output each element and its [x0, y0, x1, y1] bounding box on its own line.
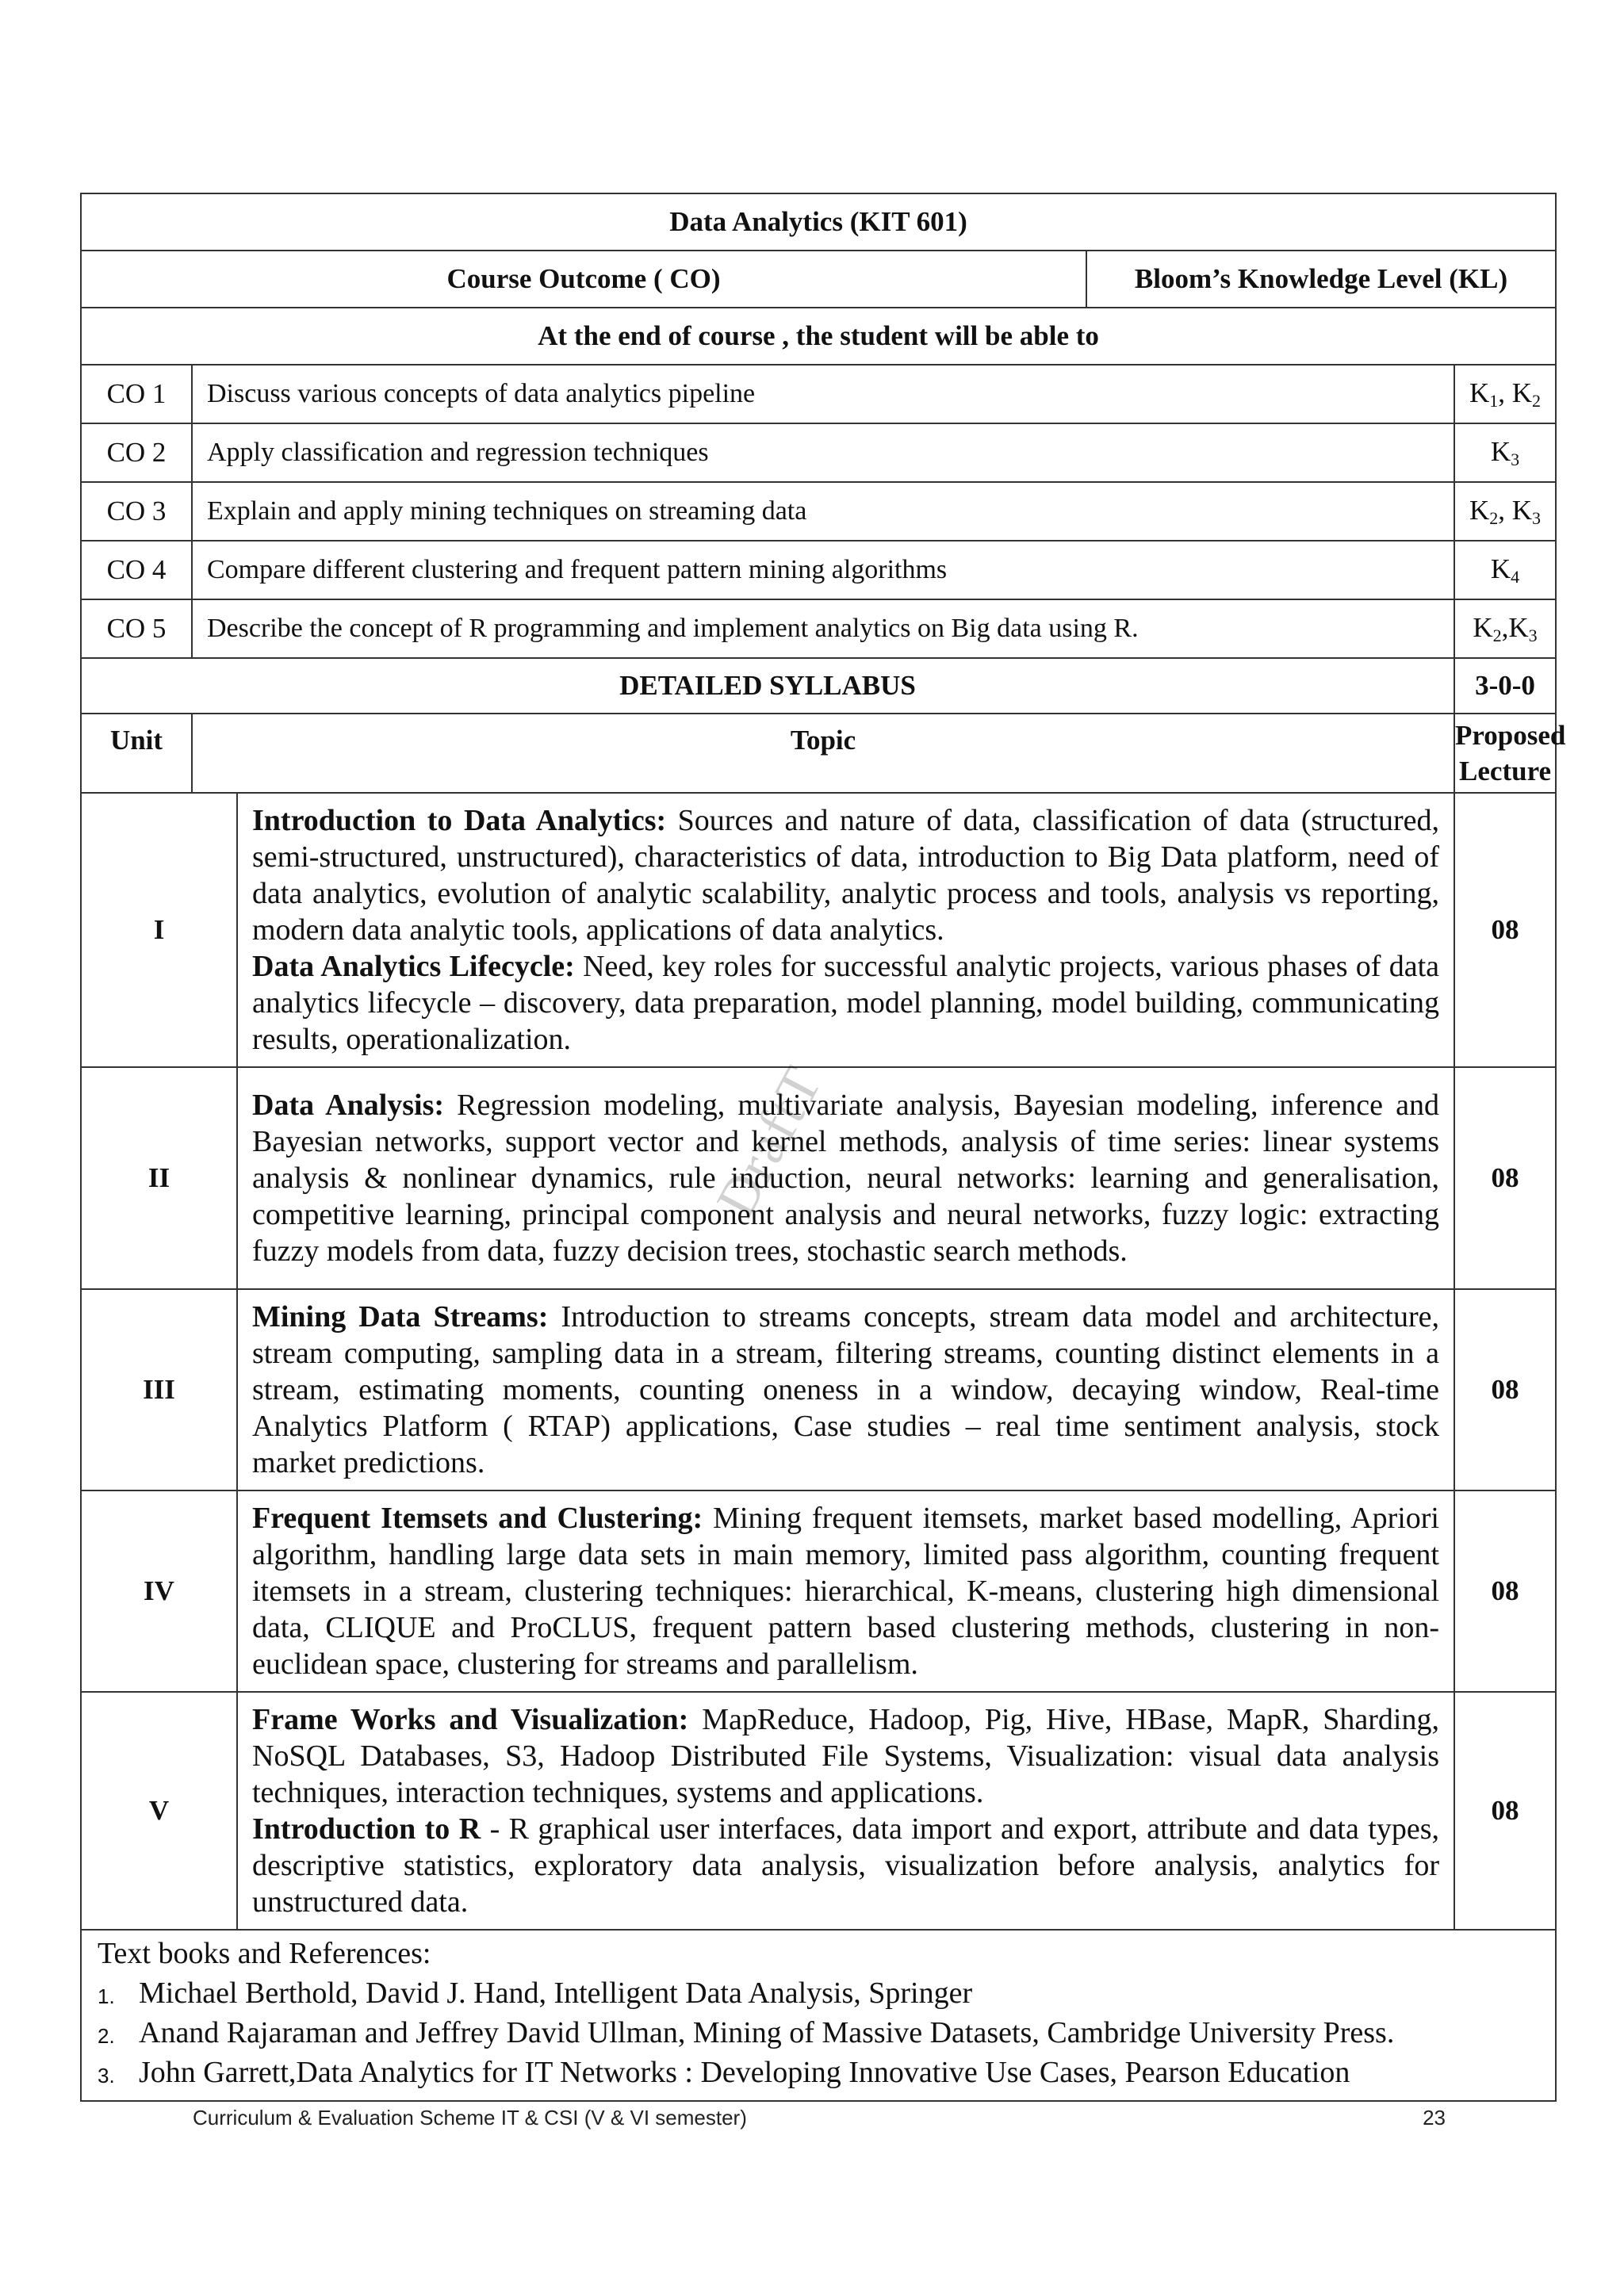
- syllabus-title-row: [81, 658, 1556, 714]
- topic-heading: Introduction to Data Analytics:: [252, 804, 667, 837]
- course-title: Data Analytics (KIT 601): [81, 193, 1556, 251]
- unit-row: [81, 1067, 1556, 1289]
- topic-paragraph: [252, 948, 1439, 1058]
- syllabus-table: [80, 193, 1566, 2102]
- unit-lectures: 08: [1454, 1490, 1556, 1692]
- co-description: Apply classification and regression techniques: [192, 423, 1454, 482]
- co-row: [81, 423, 1556, 482]
- unit-lectures: 08: [1454, 1692, 1556, 1930]
- topic-text: Mining frequent itemsets, market based modelling, Apriori algorithm, handling large data sets in main memory, limited pass algorithm, counting frequent itemsets in a stream, clustering techniques: hierarchical, K-means, clustering high dimensional data, CLIQUE and ProCLUS, frequent pattern based clustering methods, clustering in non-euclidean space, clustering for streams and parallelism.: [252, 1502, 1439, 1681]
- unit-topics: [237, 1490, 1454, 1692]
- unit-column-header: Unit: [81, 714, 192, 793]
- kl-subscript: 3: [1528, 626, 1538, 646]
- co-code: CO 3: [81, 482, 192, 541]
- unit-topics: [237, 1289, 1454, 1490]
- topic-heading: Frame Works and Visualization:: [252, 1703, 689, 1736]
- unit-topics: [237, 1692, 1454, 1930]
- co-code: CO 2: [81, 423, 192, 482]
- draft-watermark: DraftT: [705, 1056, 835, 1227]
- unit-row: [81, 1692, 1556, 1930]
- topic-heading: Mining Data Streams:: [252, 1300, 549, 1334]
- kl-subscript: 3: [1532, 508, 1542, 529]
- unit-lectures: 08: [1454, 1067, 1556, 1289]
- references: [81, 1930, 1556, 2101]
- references-row: [81, 1930, 1556, 2101]
- unit-row: [81, 1490, 1556, 1692]
- reference-text: Anand Rajaraman and Jeffrey David Ullman, Mining of Massive Datasets, Cambridge University Press.: [139, 2016, 1395, 2049]
- topic-text: MapReduce, Hadoop, Pig, Hive, HBase, MapR, Sharding, NoSQL Databases, S3, Hadoop Distributed File Systems, Visualization: visual data analysis techniques, interaction techniques, systems and applications.: [252, 1703, 1439, 1809]
- topic-paragraph: [252, 802, 1439, 948]
- unit-topics: [237, 1067, 1454, 1289]
- unit-lectures: 08: [1454, 793, 1556, 1067]
- unit-lectures: 08: [1454, 1289, 1556, 1490]
- kl-subscript: 3: [1511, 450, 1520, 470]
- references-title: Text books and References:: [98, 1937, 431, 1970]
- ltp: 3-0-0: [1454, 658, 1556, 714]
- unit-number: II: [81, 1067, 237, 1289]
- reference-item: [98, 2054, 1538, 2094]
- reference-item: [98, 2015, 1538, 2054]
- co-row: [81, 541, 1556, 599]
- co-knowledge-level: $K_2$, $K_3$: [1454, 482, 1556, 541]
- syllabus-page: [80, 193, 1566, 2102]
- lecture-column-header: [1454, 714, 1566, 793]
- kl-subscript: 1: [1489, 391, 1499, 411]
- co-knowledge-level: $K_2,K_3$: [1454, 599, 1556, 658]
- co-knowledge-level: $K_3$: [1454, 423, 1556, 482]
- topic-paragraph: [252, 1087, 1439, 1269]
- topic-heading: Frequent Itemsets and Clustering:: [252, 1502, 703, 1535]
- co-code: CO 4: [81, 541, 192, 599]
- unit-number: V: [81, 1692, 237, 1930]
- references-list: [98, 1975, 1538, 2094]
- co-knowledge-level: $K_1$, $K_2$: [1454, 365, 1556, 423]
- syllabus-column-headers: [81, 714, 1556, 793]
- topic-heading: Data Analytics Lifecycle:: [252, 950, 575, 983]
- kl-subscript: 4: [1511, 567, 1520, 587]
- topic-paragraph: [252, 1299, 1439, 1481]
- blooms-level-header: Bloom’s Knowledge Level (KL): [1086, 251, 1556, 308]
- co-row: [81, 482, 1556, 541]
- reference-text: Michael Berthold, David J. Hand, Intelligent Data Analysis, Springer: [139, 1976, 973, 2010]
- reference-number: 2.: [98, 2024, 115, 2048]
- co-description: Describe the concept of R programming and implement analytics on Big data using R.: [192, 599, 1454, 658]
- reference-number: 1.: [98, 1984, 115, 2008]
- topic-paragraph: [252, 1500, 1439, 1682]
- syllabus-title: DETAILED SYLLABUS: [81, 658, 1454, 714]
- topic-paragraph: [252, 1701, 1439, 1811]
- reference-text: John Garrett,Data Analytics for IT Networks : Developing Innovative Use Cases, Pearson Education: [139, 2056, 1350, 2089]
- kl-subscript: 2: [1492, 626, 1502, 646]
- unit-number: III: [81, 1289, 237, 1490]
- footer-text: Curriculum & Evaluation Scheme IT & CSI (V & VI semester): [193, 2106, 747, 2130]
- unit-number: I: [81, 793, 237, 1067]
- co-description: Compare different clustering and frequent pattern mining algorithms: [192, 541, 1454, 599]
- topic-text: Sources and nature of data, classification of data (structured, semi-structured, unstructured), characteristics of data, introduction to Big Data platform, need of data analytics, evolution of analytic scalability, analytic process and tools, analysis vs reporting, modern data analytic tools, applications of data analytics.: [252, 804, 1439, 947]
- reference-item: [98, 1975, 1538, 2015]
- topic-heading: Introduction to R: [252, 1812, 481, 1846]
- co-row: [81, 599, 1556, 658]
- topic-text: Need, key roles for successful analytic projects, various phases of data analytics lifecycle – discovery, data preparation, model planning, model building, communicating results, operationalization.: [252, 950, 1440, 1056]
- topic-text: Introduction to streams concepts, stream data model and architecture, stream computing, sampling data in a stream, filtering streams, counting distinct elements in a stream, estimating moments, counting oneness in a window, decaying window, Real-time Analytics Platform ( RTAP) applications, Case studies – real time sentiment analysis, stock market predictions.: [252, 1300, 1440, 1479]
- topic-heading: Data Analysis:: [252, 1089, 445, 1122]
- topic-text: - R graphical user interfaces, data import and export, attribute and data types, descriptive statistics, exploratory data analysis, visualization before analysis, analytics for unstructured data.: [252, 1812, 1439, 1919]
- unit-topics: [237, 793, 1454, 1067]
- topic-text: Regression modeling, multivariate analysis, Bayesian modeling, inference and Bayesian networks, support vector and kernel methods, analysis of time series: linear systems analysis & nonlinear dynamics, rule induction, neural networks: learning and generalisation, competitive learning, principal component analysis and neural networks, fuzzy logic: extracting fuzzy models from data, fuzzy decision trees, stochastic search methods.: [252, 1089, 1439, 1268]
- intro-line: At the end of course , the student will be able to: [81, 308, 1556, 365]
- co-knowledge-level: $K_4$: [1454, 541, 1556, 599]
- unit-row: [81, 793, 1556, 1067]
- co-description: Discuss various concepts of data analytics pipeline: [192, 365, 1454, 423]
- page-footer: [193, 2106, 1446, 2130]
- co-row: [81, 365, 1556, 423]
- co-code: CO 5: [81, 599, 192, 658]
- topic-paragraph: [252, 1811, 1439, 1920]
- lecture-header-line2: Lecture: [1459, 756, 1552, 786]
- unit-row: [81, 1289, 1556, 1490]
- co-description: Explain and apply mining techniques on streaming data: [192, 482, 1454, 541]
- lecture-header-line1: Proposed: [1455, 719, 1566, 751]
- page-number: 23: [1423, 2106, 1446, 2130]
- co-code: CO 1: [81, 365, 192, 423]
- reference-number: 3.: [98, 2064, 115, 2087]
- unit-number: IV: [81, 1490, 237, 1692]
- topic-column-header: Topic: [192, 714, 1454, 793]
- kl-subscript: 2: [1489, 508, 1499, 529]
- kl-subscript: 2: [1532, 391, 1542, 411]
- course-outcome-header: Course Outcome ( CO): [81, 251, 1086, 308]
